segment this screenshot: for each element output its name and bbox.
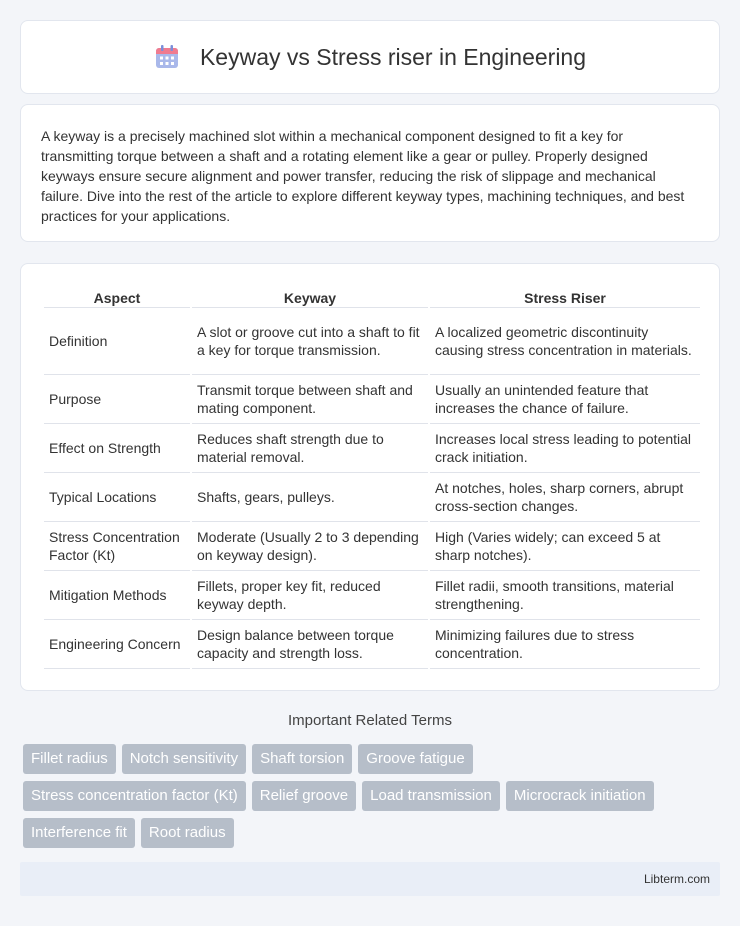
aspect-cell: Effect on Strength [44, 424, 190, 473]
calendar-icon [154, 44, 180, 70]
tag-row [23, 781, 723, 811]
stress-riser-cell: High (Varies widely; can exceed 5 at sharp notches). [430, 522, 700, 571]
aspect-cell: Stress Concentration Factor (Kt) [44, 522, 190, 571]
table-row [44, 375, 700, 424]
tag-shaft-torsion[interactable]: Shaft torsion [252, 744, 352, 774]
aspect-cell: Definition [44, 308, 190, 375]
keyway-cell: A slot or groove cut into a shaft to fit a key for torque transmission. [192, 308, 428, 375]
aspect-cell: Purpose [44, 375, 190, 424]
table-row [44, 522, 700, 571]
stress-riser-cell: Minimizing failures due to stress concentration. [430, 620, 700, 669]
tag-groove-fatigue[interactable]: Groove fatigue [358, 744, 472, 774]
tag-notch-sensitivity[interactable]: Notch sensitivity [122, 744, 246, 774]
tag-row [23, 744, 723, 774]
related-terms-tags [23, 744, 723, 855]
keyway-cell: Fillets, proper key fit, reduced keyway depth. [192, 571, 428, 620]
table-row [44, 308, 700, 375]
keyway-cell: Shafts, gears, pulleys. [192, 473, 428, 522]
aspect-cell: Typical Locations [44, 473, 190, 522]
table-row [44, 424, 700, 473]
tag-microcrack-initiation[interactable]: Microcrack initiation [506, 781, 654, 811]
header-stress-riser: Stress Riser [430, 284, 700, 308]
table-header-row [44, 284, 700, 308]
tag-stress-concentration-factor[interactable]: Stress concentration factor (Kt) [23, 781, 246, 811]
intro-card [20, 104, 720, 242]
table-row [44, 620, 700, 669]
page-title: Keyway vs Stress riser in Engineering [199, 43, 587, 70]
stress-riser-cell: A localized geometric discontinuity causing stress concentration in materials. [430, 308, 700, 375]
keyway-cell: Transmit torque between shaft and mating component. [192, 375, 428, 424]
stress-riser-cell: Increases local stress leading to potential crack initiation. [430, 424, 700, 473]
header-aspect: Aspect [44, 284, 190, 308]
header-keyway: Keyway [192, 284, 428, 308]
footer-site-link[interactable]: Libterm.com [643, 872, 710, 886]
tag-root-radius[interactable]: Root radius [141, 818, 234, 848]
tag-relief-groove[interactable]: Relief groove [252, 781, 356, 811]
comparison-table-card [20, 263, 720, 691]
tag-load-transmission[interactable]: Load transmission [362, 781, 500, 811]
footer [20, 862, 720, 896]
keyway-cell: Design balance between torque capacity and strength loss. [192, 620, 428, 669]
intro-text: A keyway is a precisely machined slot within a mechanical component designed to fit a key for transmitting torque between a shaft and a rotating element like a gear or pulley. Properly designed keyways ensure secure alignment and power transfer, reducing the risk of slippage and mechanical failure. Dive into the rest of the article to explore different keyway types, machining techniques, and best practices for your applications. [41, 128, 685, 224]
tag-interference-fit[interactable]: Interference fit [23, 818, 135, 848]
table-row [44, 571, 700, 620]
comparison-table [42, 284, 702, 669]
header-card [20, 20, 720, 94]
tag-fillet-radius[interactable]: Fillet radius [23, 744, 116, 774]
stress-riser-cell: Usually an unintended feature that increases the chance of failure. [430, 375, 700, 424]
aspect-cell: Engineering Concern [44, 620, 190, 669]
table-row [44, 473, 700, 522]
stress-riser-cell: At notches, holes, sharp corners, abrupt cross-section changes. [430, 473, 700, 522]
keyway-cell: Moderate (Usually 2 to 3 depending on keyway design). [192, 522, 428, 571]
stress-riser-cell: Fillet radii, smooth transitions, material strengthening. [430, 571, 700, 620]
aspect-cell: Mitigation Methods [44, 571, 190, 620]
tag-row [23, 818, 723, 848]
keyway-cell: Reduces shaft strength due to material removal. [192, 424, 428, 473]
related-terms-title: Important Related Terms [288, 712, 452, 729]
